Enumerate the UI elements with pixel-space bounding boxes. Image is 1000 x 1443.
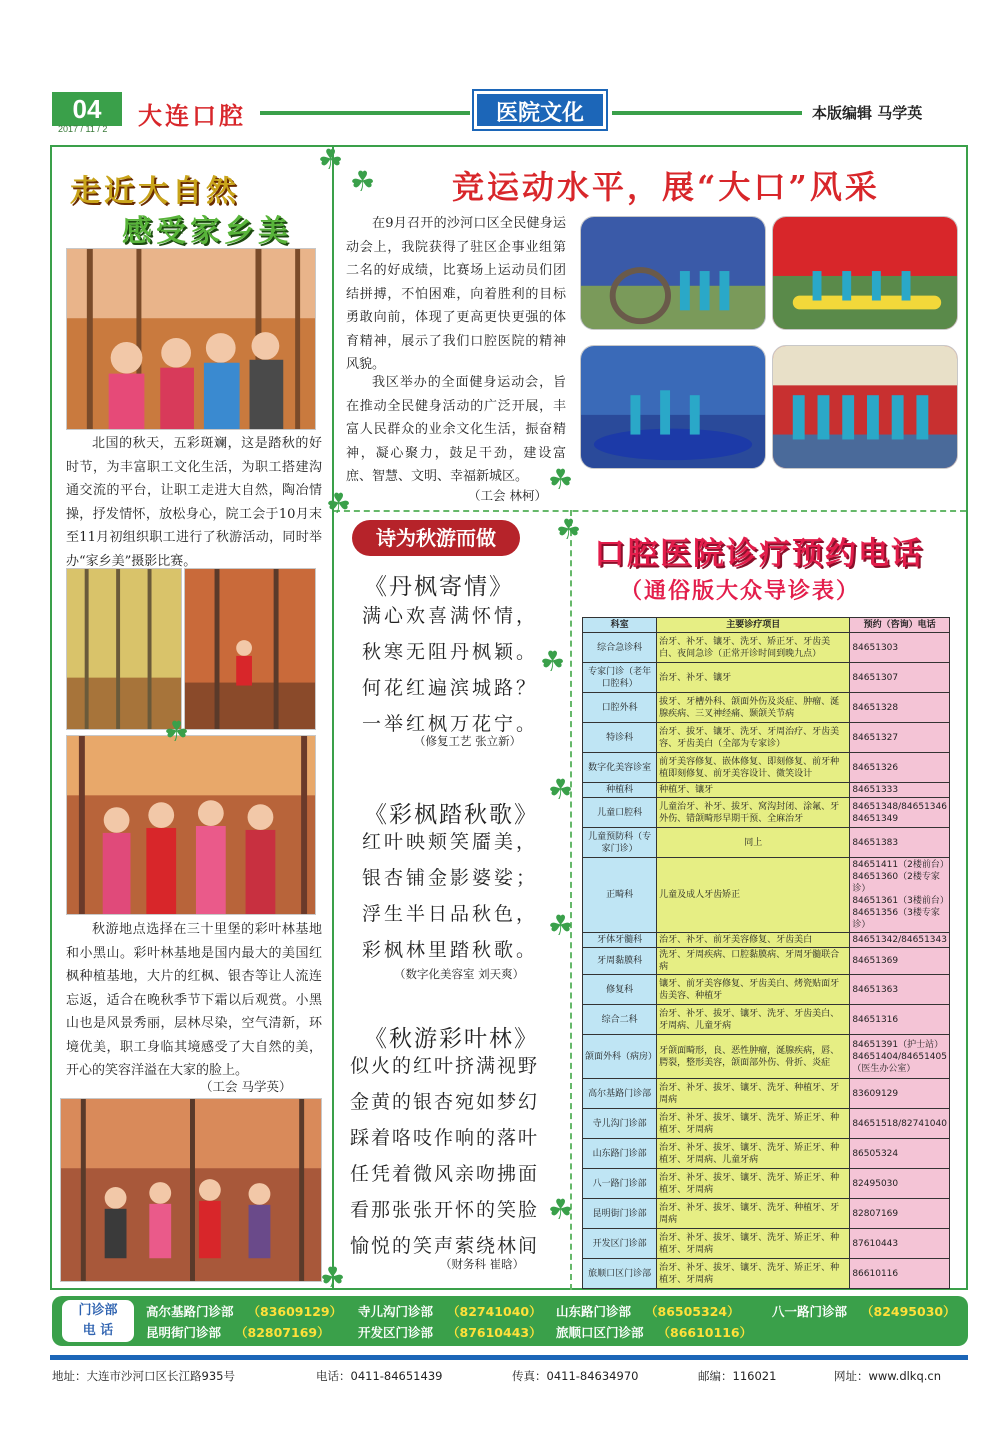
dept-cell: 颌面外科（病房） [583,1035,657,1079]
items-cell: 治牙、补牙、拔牙、镶牙、洗牙、矫正牙、种植牙、牙周病、儿童牙病 [657,1139,850,1169]
items-cell: 前牙美容修复、嵌体修复、即刻修复、前牙种植即刻修复、前牙美容设计、微笑设计 [657,753,850,783]
phone-cell: 86505324 [850,1139,950,1169]
phone-cell: 84651518/82741040 [850,1109,950,1139]
clover-icon: ☘ [164,715,190,748]
poem-1-author: （修复工艺 张立新） [414,734,522,748]
table-row [583,933,950,948]
table-row [583,1259,950,1289]
autumn-group-photo-2 [66,735,316,915]
autumn-group-photo-3 [60,1098,322,1282]
footer-fax: 传真：0411-84634970 [512,1369,639,1383]
poem-line: 银杏铺金影婆娑； [362,867,539,889]
clover-icon: ☘ [326,487,352,520]
sports-paragraph-2: 我区举办的全面健身运动会，旨在推动全民健身活动的广泛开展，丰富人民群众的业余文化生活，振奋精神，凝心聚力，鼓足干劲，建设富庶、智慧、文明、幸福新城区。 [346,375,566,484]
dept-cell: 牙体牙髓科 [583,933,657,948]
table-row [583,1005,950,1035]
clover-icon: ☘ [540,645,566,678]
poem-line: 何花红遍滨城路？ [362,677,539,699]
poem-line: 似火的红叶挤满视野 [350,1055,540,1077]
phone-cell: 84651307 [850,663,950,693]
directory-title: 口腔医院诊疗预约电话 [594,536,924,572]
phone-cell: 84651303 [850,633,950,663]
items-cell: 治牙、补牙、拔牙、镶牙、洗牙、矫正牙、种植牙、牙周病 [657,1109,850,1139]
dept-cell: 高尔基路门诊部 [583,1079,657,1109]
items-cell: 洗牙、牙周疾病、口腔黏膜病、牙周牙髓联合病 [657,948,850,975]
clinic-phone: （86505324） [645,1304,740,1319]
section-title: 医院文化 [474,91,606,129]
dept-cell: 八一路门诊部 [583,1169,657,1199]
phone-cell [850,1035,950,1079]
table-row [583,1035,950,1079]
poem-line: 愉悦的笑声萦绕林间 [350,1235,540,1257]
dept-cell: 综合急诊科 [583,633,657,663]
items-cell: 治牙、补牙、拔牙、镶牙、洗牙、矫正牙、种植牙、牙周病 [657,1169,850,1199]
table-row [583,723,950,753]
table-row [583,975,950,1005]
phone-cell: 84651316 [850,1005,950,1035]
dept-cell: 儿童口腔科 [583,798,657,828]
clover-icon: ☘ [548,909,574,942]
table-header-row [583,618,950,633]
phone-line: 84651411（2楼前台） [852,860,949,870]
clinic-name: 昆明街门诊部 [146,1325,222,1340]
clover-icon: ☘ [350,165,376,198]
table-row [583,1199,950,1229]
phone-line: 84651391（护士站） [852,1039,944,1050]
phone-cell: 82807169 [850,1199,950,1229]
clover-icon: ☘ [318,143,344,176]
items-cell: 种植牙、镶牙 [657,783,850,798]
nature-title-line2: 感受家乡美 [122,214,292,249]
items-cell: 治牙、拔牙、镶牙、洗牙、牙周治疗、牙齿美容、牙齿美白（全部为专家诊） [657,723,850,753]
footer-rule [50,1355,968,1360]
phone-cell: 84651333 [850,783,950,798]
phone-cell [850,858,950,933]
table-row [583,663,950,693]
poem-line: 彩枫林里踏秋歌。 [362,939,539,961]
clinic-phone: （86610116） [657,1325,753,1340]
clover-icon: ☘ [556,513,582,546]
table-row [583,783,950,798]
clinic-name: 山东路门诊部 [556,1304,632,1319]
header-phone: 预约（咨询）电话 [850,618,950,633]
poem-line: 红叶映颊笑靥美， [362,831,539,853]
clinic-name: 八一路门诊部 [772,1304,848,1319]
poem-2-author: （数字化美容室 刘天爽） [394,967,525,981]
phone-cell: 84651327 [850,723,950,753]
autumn-group-photo-1 [66,248,316,430]
nature-title-line1: 走近大自然 [70,174,240,209]
sports-photo-4 [772,345,958,469]
dept-cell: 昆明街门诊部 [583,1199,657,1229]
poem-line: 满心欢喜满怀情， [362,605,539,627]
poem-3-title: 《秋游彩叶林》 [364,1026,539,1052]
clover-icon: ☘ [548,463,574,496]
dept-cell: 牙周黏膜科 [583,948,657,975]
items-cell: 治牙、补牙、拔牙、镶牙、洗牙、矫正牙、种植牙、牙周病 [657,1259,850,1289]
poem-3-body [350,1048,539,1264]
autumn-forest-photo-1 [66,568,182,730]
table-row [583,858,950,933]
nature-signature: （工会 马学英） [200,1079,292,1094]
items-cell: 治牙、补牙、镶牙 [657,663,850,693]
phone-cell: 84651363 [850,975,950,1005]
phone-cell: 84651348/84651346 84651349 [850,798,950,828]
clinic-item [358,1302,542,1320]
dept-cell: 口腔外科 [583,693,657,723]
clinic-name: 高尔基路门诊部 [146,1304,234,1319]
footer-postcode: 邮编：116021 [698,1369,777,1383]
clinic-item [358,1323,542,1341]
clinic-name: 旅顺口区门诊部 [556,1325,644,1340]
poem-line: 一举红枫万花宁。 [362,713,539,735]
header-dept: 科室 [583,618,657,633]
phone-cell: 82495030 [850,1169,950,1199]
phone-line: 84651361（3楼前台） [852,896,949,906]
dept-cell: 寺儿沟门诊部 [583,1109,657,1139]
table-row [583,828,950,858]
clover-icon: ☘ [548,773,574,806]
clinic-phone: （83609129） [247,1304,343,1319]
items-cell: 拔牙、牙槽外科、颌面外伤及炎症、肿瘤、涎腺疾病、三叉神经痛、颞颌关节病 [657,693,850,723]
autumn-forest-photo-2 [184,568,316,730]
dept-cell: 儿童预防科（专家门诊） [583,828,657,858]
poem-line: 金黄的银杏宛如梦幻 [350,1091,540,1113]
poem-line: 浮生半日品秋色， [362,903,539,925]
items-cell: 治牙、补牙、拔牙、镶牙、洗牙、种植牙、牙周病 [657,1199,850,1229]
newspaper-brand: 大连口腔 [138,101,246,130]
dept-cell: 山东路门诊部 [583,1139,657,1169]
items-cell: 治牙、补牙、前牙美容修复、牙齿美白 [657,933,850,948]
clinic-item [146,1302,342,1320]
table-row [583,1139,950,1169]
dept-cell: 修复科 [583,975,657,1005]
table-row [583,948,950,975]
table-row [583,1109,950,1139]
dept-cell: 正畸科 [583,858,657,933]
clinic-phone: （87610443） [447,1325,542,1340]
nature-body-text: 秋游地点选择在三十里堡的彩叶林基地和小黑山。彩叶林基地是国内最大的美国红枫种植基地，大片的红枫、银杏等让人流连忘返，适合在晚秋季节下霜以后观赏。小黑山也是风景秀丽，层林尽染，空气清新，环境优美，职工身临其境感受了大自然的美，开心的笑容洋溢在大家的脸上。 [66,922,322,1078]
clover-icon: ☘ [548,1193,574,1226]
dept-cell: 开发区门诊部 [583,1229,657,1259]
footer-website: 网址：www.dlkq.cn [834,1369,942,1383]
phone-cell: 86610116 [850,1259,950,1289]
row-divider [334,510,966,512]
sports-title: 竞运动水平，展“大口”风采 [452,168,880,206]
sports-photo-2 [772,216,958,330]
phone-cell: 87610443 [850,1229,950,1259]
poem-line: 踩着咯吱作响的落叶 [350,1127,540,1149]
sports-photo-1 [580,216,766,330]
table-row [583,693,950,723]
sports-photo-3 [580,345,766,469]
clinic-name: 寺儿沟门诊部 [358,1304,434,1319]
dept-cell: 数字化美容诊室 [583,753,657,783]
clinic-item [146,1323,330,1341]
phone-cell: 84651342/84651343 [850,933,950,948]
items-cell: 镶牙、前牙美容修复、牙齿美白、烤瓷贴面牙齿美容、种植牙 [657,975,850,1005]
directory-subtitle: （通俗版大众导诊表） [620,578,861,604]
phone-cell: 84651328 [850,693,950,723]
dept-cell: 专家门诊（老年口腔科） [583,663,657,693]
phone-cell: 84651326 [850,753,950,783]
column-divider-left [332,145,334,1290]
phone-line: （医生办公室） [852,1063,916,1074]
clinic-item [556,1302,740,1320]
poem-line: 任凭着微风亲吻拂面 [350,1163,540,1185]
clinic-label [62,1300,134,1342]
poem-1-title: 《丹枫寄情》 [364,574,514,600]
items-cell: 儿童及成人牙齿矫正 [657,858,850,933]
poem-banner: 诗为秋游而做 [352,520,520,556]
items-cell: 治牙、补牙、拔牙、镶牙、洗牙、种植牙、牙周病 [657,1079,850,1109]
phone-cell: 83609129 [850,1079,950,1109]
clover-icon: ☘ [320,1261,346,1294]
poem-2-body [362,824,538,968]
table-row [583,753,950,783]
nature-intro-text: 北国的秋天，五彩斑斓，这是踏秋的好时节，为丰富职工文化生活，为职工搭建沟通交流的平台，让职工走进大自然，陶冶情操，抒发情怀，放松身心，院工会于10月末至11月初组织职工进行了秋游活动，同时举办“家乡美”摄影比赛。 [66,436,322,569]
clinic-label-line1: 门诊部 [78,1303,118,1318]
sports-signature: （工会 林柯） [468,488,547,503]
table-row [583,798,950,828]
dept-cell: 综合二科 [583,1005,657,1035]
clinic-phone: （82495030） [861,1304,956,1319]
issue-date: 2017 / 11 / 2 [58,124,108,134]
items-cell: 儿童治牙、补牙、拔牙、窝沟封闭、涂氟、牙外伤、错颌畸形早期干预、全麻治牙 [657,798,850,828]
items-cell: 牙颌面畸形，良、恶性肿瘤，涎腺疾病，唇、腭裂，整形美容，颌面部外伤、骨折、炎症 [657,1035,850,1079]
dept-cell: 特诊科 [583,723,657,753]
header-items: 主要诊疗项目 [657,618,850,633]
clinic-phone: （82741040） [447,1304,542,1319]
items-cell: 治牙、补牙、拔牙、镶牙、洗牙、牙齿美白、牙周病、儿童牙病 [657,1005,850,1035]
clinic-phone: （82807169） [235,1325,330,1340]
phone-line: 84651404/84651405 [852,1051,947,1062]
column-divider-right [570,510,572,1290]
sports-paragraph-1: 在9月召开的沙河口区全民健身运动会上，我院获得了驻区企事业组第二名的好成绩，比赛场上运动员们团结拼搏，不怕困难，向着胜利的目标勇敢向前，体现了更高更快更强的体育精神，展示了我们口腔医院的精神风貌。 [346,216,566,372]
appointment-table [582,617,950,1289]
table-row [583,1169,950,1199]
clinic-item [772,1302,956,1320]
poem-1-body [362,598,538,742]
table-row [583,1229,950,1259]
poem-2-title: 《彩枫踏秋歌》 [364,802,539,828]
poem-3-author: （财务科 崔晗） [440,1257,525,1271]
items-cell: 同上 [657,828,850,858]
clinic-label-line2: 电 话 [82,1323,114,1338]
clinic-name: 开发区门诊部 [358,1325,434,1340]
page-number: 04 [52,92,122,126]
items-cell: 治牙、补牙、拔牙、镶牙、洗牙、矫正牙、种植牙、牙周病 [657,1229,850,1259]
dept-cell: 种植科 [583,783,657,798]
dept-cell: 旅顺口区门诊部 [583,1259,657,1289]
footer-tel: 电话：0411-84651439 [316,1369,443,1383]
phone-cell: 84651383 [850,828,950,858]
poem-line: 秋寒无阻丹枫颖。 [362,641,539,663]
items-cell: 治牙、补牙、镶牙、洗牙、矫正牙、牙齿美白、夜间急诊（正常开诊时间到晚九点） [657,633,850,663]
footer-address: 地址：大连市沙河口区长江路935号 [52,1369,235,1383]
poem-line: 看那张张开怀的笑脸 [350,1199,540,1221]
phone-line: 84651360（2楼专家诊） [852,872,940,894]
phone-line: 84651356（3楼专家诊） [852,908,940,930]
header-rule-left [260,111,470,115]
phone-cell: 84651369 [850,948,950,975]
table-row [583,1079,950,1109]
editor-credit: 本版编辑 马学英 [812,104,923,122]
header-rule-right [612,111,802,115]
table-row [583,633,950,663]
clinic-item [556,1323,752,1341]
